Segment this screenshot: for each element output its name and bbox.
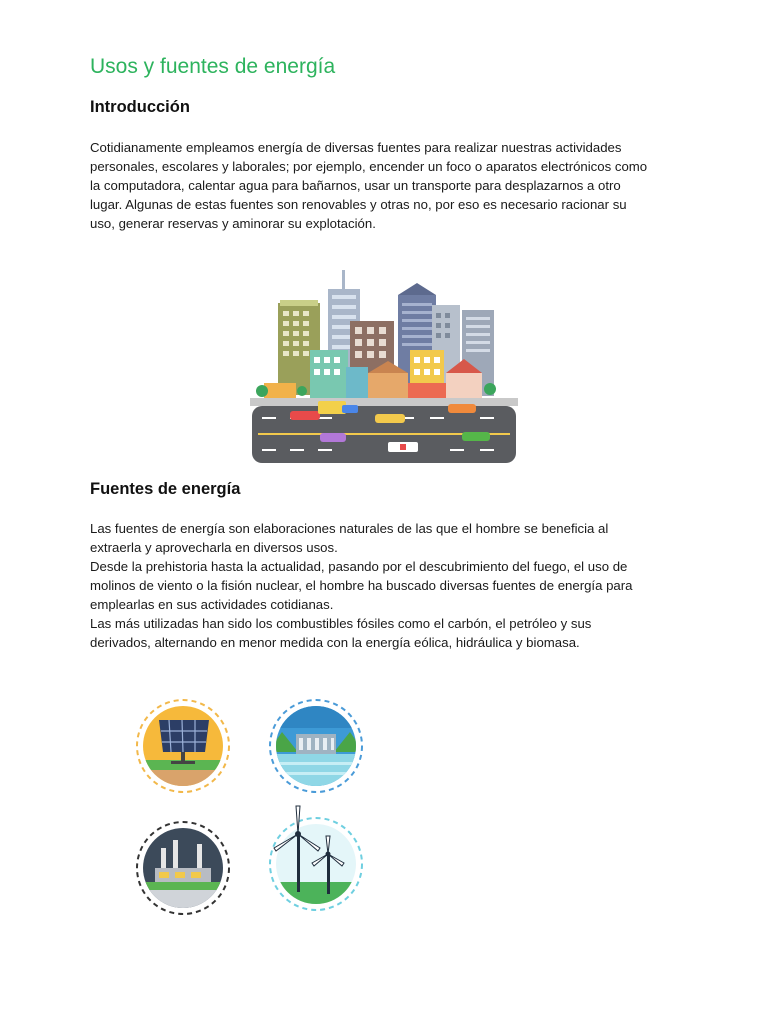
section-heading-introduccion: Introducción xyxy=(90,98,190,116)
text-line: lugar. Algunas de estas fuentes son renovables y otras no, por eso es necesario racionar su xyxy=(90,197,627,212)
text-line: molinos de viento o la fisión nuclear, el hombre ha buscado diversas fuentes de energía para xyxy=(90,578,633,593)
fuentes-paragraph xyxy=(90,519,680,652)
intro-paragraph xyxy=(90,138,680,233)
hydro-dam-icon xyxy=(268,698,364,794)
text-line: uso, generar reservas y aminorar su explotación. xyxy=(90,216,376,231)
text-line: Las más utilizadas han sido los combustibles fósiles como el carbón, el petróleo y sus xyxy=(90,616,592,631)
wind-turbine-icon xyxy=(268,802,364,914)
city-illustration xyxy=(250,265,518,465)
text-line: derivados, alternando en menor medida con la energía eólica, hidráulica y biomasa. xyxy=(90,635,580,650)
power-plant-icon xyxy=(135,820,231,916)
page-title: Usos y fuentes de energía xyxy=(90,55,336,78)
text-line: Cotidianamente empleamos energía de diversas fuentes para realizar nuestras actividades xyxy=(90,140,622,155)
solar-panel-icon xyxy=(135,698,231,794)
text-line: Desde la prehistoria hasta la actualidad, pasando por el descubrimiento del fuego, el uso de xyxy=(90,559,628,574)
text-line: Las fuentes de energía son elaboraciones naturales de las que el hombre se beneficia al xyxy=(90,521,609,536)
section-heading-fuentes: Fuentes de energía xyxy=(90,480,241,498)
text-line: la computadora, calentar agua para bañarnos, usar un transporte para desplazarnos a otro xyxy=(90,178,621,193)
text-line: emplearlas en sus actividades cotidianas. xyxy=(90,597,334,612)
text-line: extraerla y aprovecharla en diversos usos. xyxy=(90,540,338,555)
text-line: personales, escolares y laborales; por ejemplo, encender un foco o aparatos electrónicos como xyxy=(90,159,648,174)
